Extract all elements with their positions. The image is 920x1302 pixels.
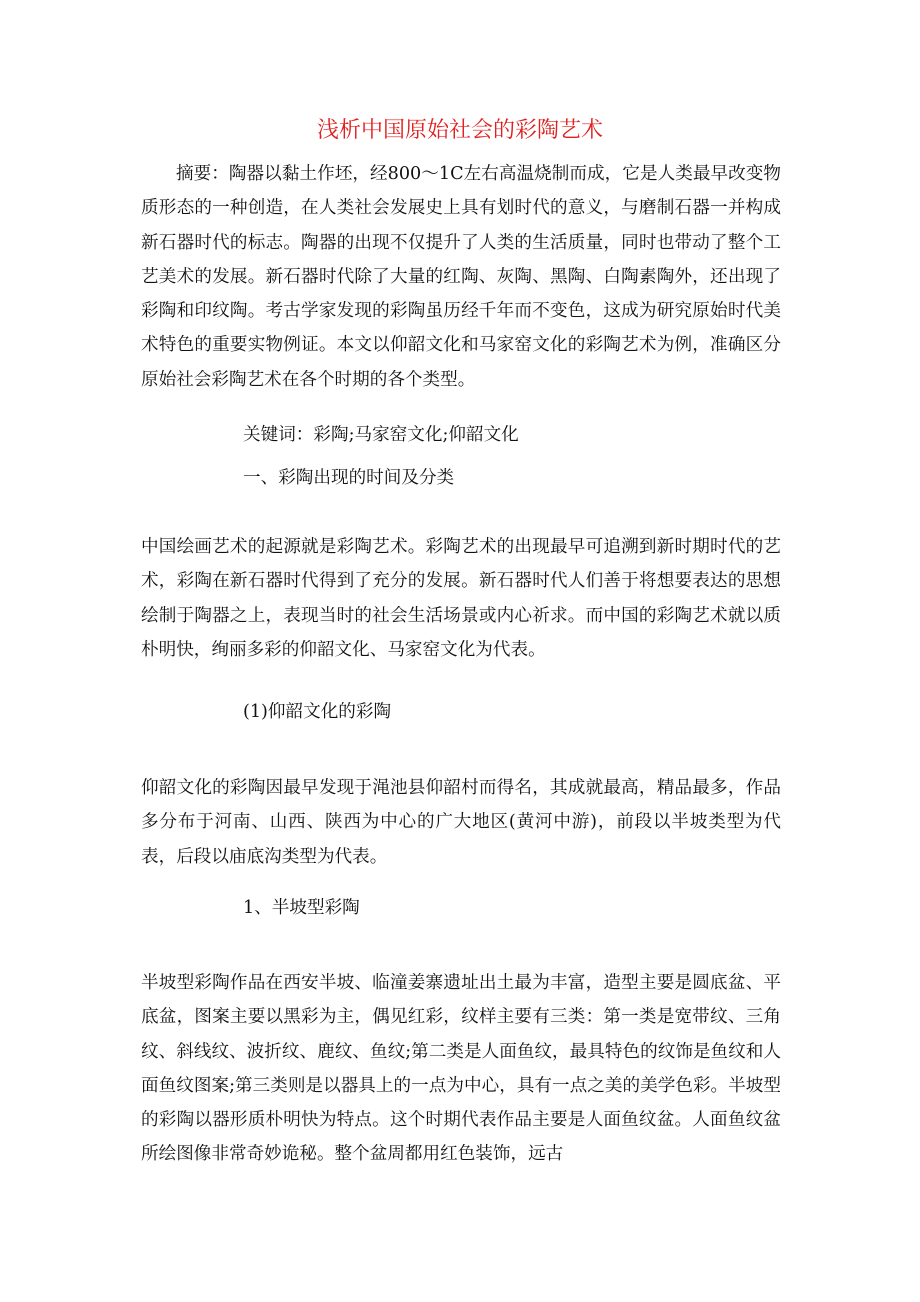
subsection-heading: (1)仰韶文化的彩陶 [243, 702, 392, 722]
section-heading: 一、彩陶出现的时间及分类 [243, 468, 455, 488]
subsection-paragraph: 仰韶文化的彩陶因最早发现于渑池县仰韶村而得名，其成就最高，精品最多，作品多分布于河南、山西、陕西为中心的广大地区(黄河中游)，前段以半坡类型为代表，后段以庙底沟类型为代表。 [141, 778, 781, 867]
document-title: 浅析中国原始社会的彩陶艺术 [316, 118, 603, 143]
subsubsection-heading: 1、半坡型彩陶 [243, 898, 360, 918]
subsubsection-paragraph: 半坡型彩陶作品在西安半坡、临潼姜寨遗址出土最为丰富，造型主要是圆底盆、平底盆，图案主要以黑彩为主，偶见红彩，纹样主要有三类：第一类是宽带纹、三角纹、斜线纹、波折纹、鹿纹、鱼纹;第二类是人面鱼纹，最具特色的纹饰是鱼纹和人面鱼纹图案;第三类则是以器具上的一点为中心，具有一点之美的美学色彩。半坡型的彩陶以器形质朴明快为特点。这个时期代表作品主要是人面鱼纹盆。人面鱼纹盆所绘图像非常奇妙诡秘。整个盆周都用红色装饰，远古 [141, 973, 781, 1165]
abstract-paragraph: 摘要：陶器以黏土作坯，经800～1C左右高温烧制而成，它是人类最早改变物质形态的一种创造，在人类社会发展史上具有划时代的意义，与磨制石器一并构成新石器时代的标志。陶器的出现不仅提升了人类的生活质量，同时也带动了整个工艺美术的发展。新石器时代除了大量的红陶、灰陶、黑陶、白陶素陶外，还出现了彩陶和印纹陶。考古学家发现的彩陶虽历经千年而不变色，这成为研究原始时代美术特色的重要实物例证。本文以仰韶文化和马家窑文化的彩陶艺术为例，准确区分原始社会彩陶艺术在各个时期的各个类型。 [141, 164, 781, 390]
section-paragraph: 中国绘画艺术的起源就是彩陶艺术。彩陶艺术的出现最早可追溯到新时期时代的艺术，彩陶在新石器时代得到了充分的发展。新石器时代人们善于将想要表达的思想绘制于陶器之上，表现当时的社会生活场景或内心祈求。而中国的彩陶艺术就以质朴明快，绚丽多彩的仰韶文化、马家窑文化为代表。 [141, 537, 781, 660]
keywords-line: 关键词：彩陶;马家窑文化;仰韶文化 [243, 425, 519, 445]
